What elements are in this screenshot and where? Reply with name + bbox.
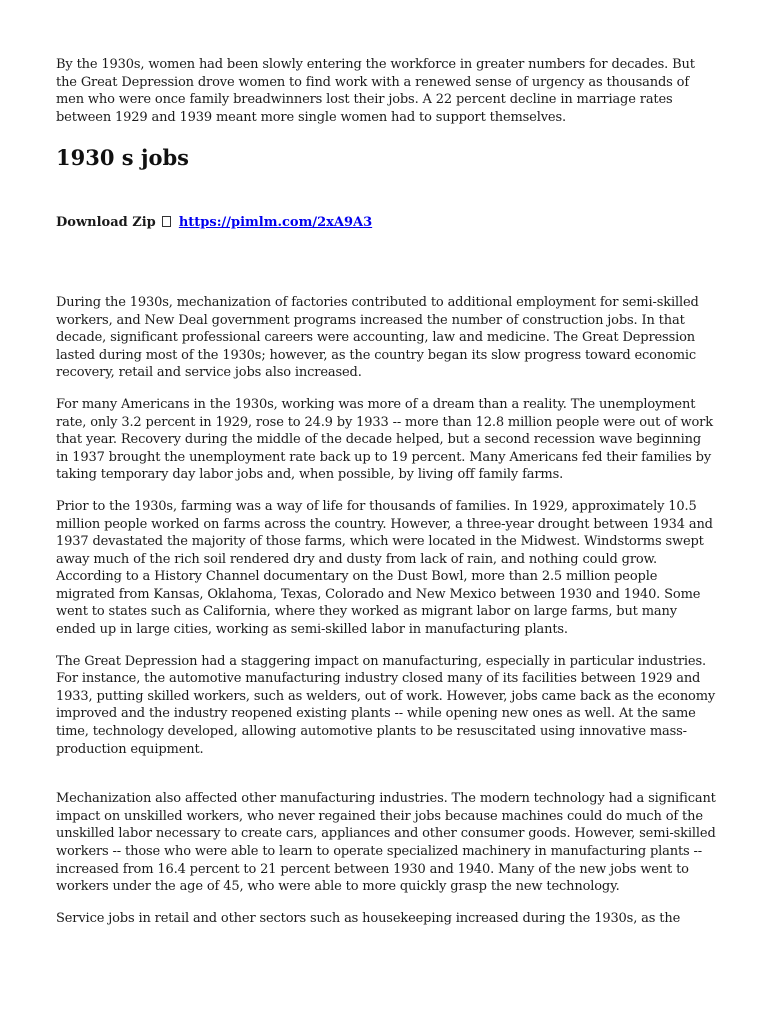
download-label: Download Zip <box>56 215 156 231</box>
page-title: 1930 s jobs <box>56 145 190 171</box>
body-paragraph: Service jobs in retail and other sectors such as housekeeping increased during the 1930s, as the <box>56 910 681 926</box>
body-paragraph: Mechanization also affected other manufacturing industries. The modern technology had a significant impact on unskilled workers, who never regained their jobs because machines could do much of the unskilled labor necessary to create cars, appliances and other consumer goods. However, semi-skilled workers -- those who were able to learn to operate specialized machinery in manufacturing plants -- increased from 16.4 percent to 21 percent between 1930 and 1940. Many of the new jobs went to workers under the age of 45, who were able to more quickly grasp the new technology. <box>56 791 716 895</box>
download-line <box>56 214 716 232</box>
document-page <box>56 56 716 941</box>
body-paragraph: Prior to the 1930s, farming was a way of life for thousands of families. In 1929, approximately 10.5 million people worked on farms across the country. However, a three-year drought between 1934 and 1937 devastated the majority of those farms, which were located in the Midwest. Windstorms swept away much of the rich soil rendered dry and dusty from lack of rain, and nothing could grow. According to a History Channel documentary on the Dust Bowl, more than 2.5 million people migrated from Kansas, Oklahoma, Texas, Colorado and New Mexico between 1930 and 1940. Some went to states such as California, where they worked as migrant labor on large farms, but many ended up in large cities, working as semi-skilled labor in manufacturing plants. <box>56 498 713 638</box>
missing-glyph-icon <box>162 216 171 227</box>
article-body <box>56 294 716 927</box>
body-paragraph: During the 1930s, mechanization of factories contributed to additional employment for semi-skilled workers, and New Deal government programs increased the number of construction jobs. In that decade, significant professional careers were accounting, law and medicine. The Great Depression lasted during most of the 1930s; however, as the country began its slow progress toward economic recovery, retail and service jobs also increased. <box>56 294 699 381</box>
body-paragraph: The Great Depression had a staggering impact on manufacturing, especially in particular industries. For instance, the automotive manufacturing industry closed many of its facilities between 1929 and 1933, putting skilled workers, such as welders, out of work. However, jobs came back as the economy improved and the industry reopened existing plants -- while opening new ones as well. At the same time, technology developed, allowing automotive plants to be resuscitated using innovative mass-production equipment. <box>56 653 716 757</box>
intro-paragraph: By the 1930s, women had been slowly entering the workforce in greater numbers for decades. But the Great Depression drove women to find work with a renewed sense of urgency as thousands of men who were once family breadwinners lost their jobs. A 22 percent decline in marriage rates between 1929 and 1939 meant more single women had to support themselves. <box>56 57 695 125</box>
download-link[interactable]: https://pimlm.com/2xA9A3 <box>178 215 373 231</box>
body-paragraph: For many Americans in the 1930s, working was more of a dream than a reality. The unemployment rate, only 3.2 percent in 1929, rose to 24.9 by 1933 -- more than 12.8 million people were out of work that year. Recovery during the middle of the decade helped, but a second recession wave beginning in 1937 brought the unemployment rate back up to 19 percent. Many Americans fed their families by taking temporary day labor jobs and, when possible, by living off family farms. <box>56 396 713 483</box>
